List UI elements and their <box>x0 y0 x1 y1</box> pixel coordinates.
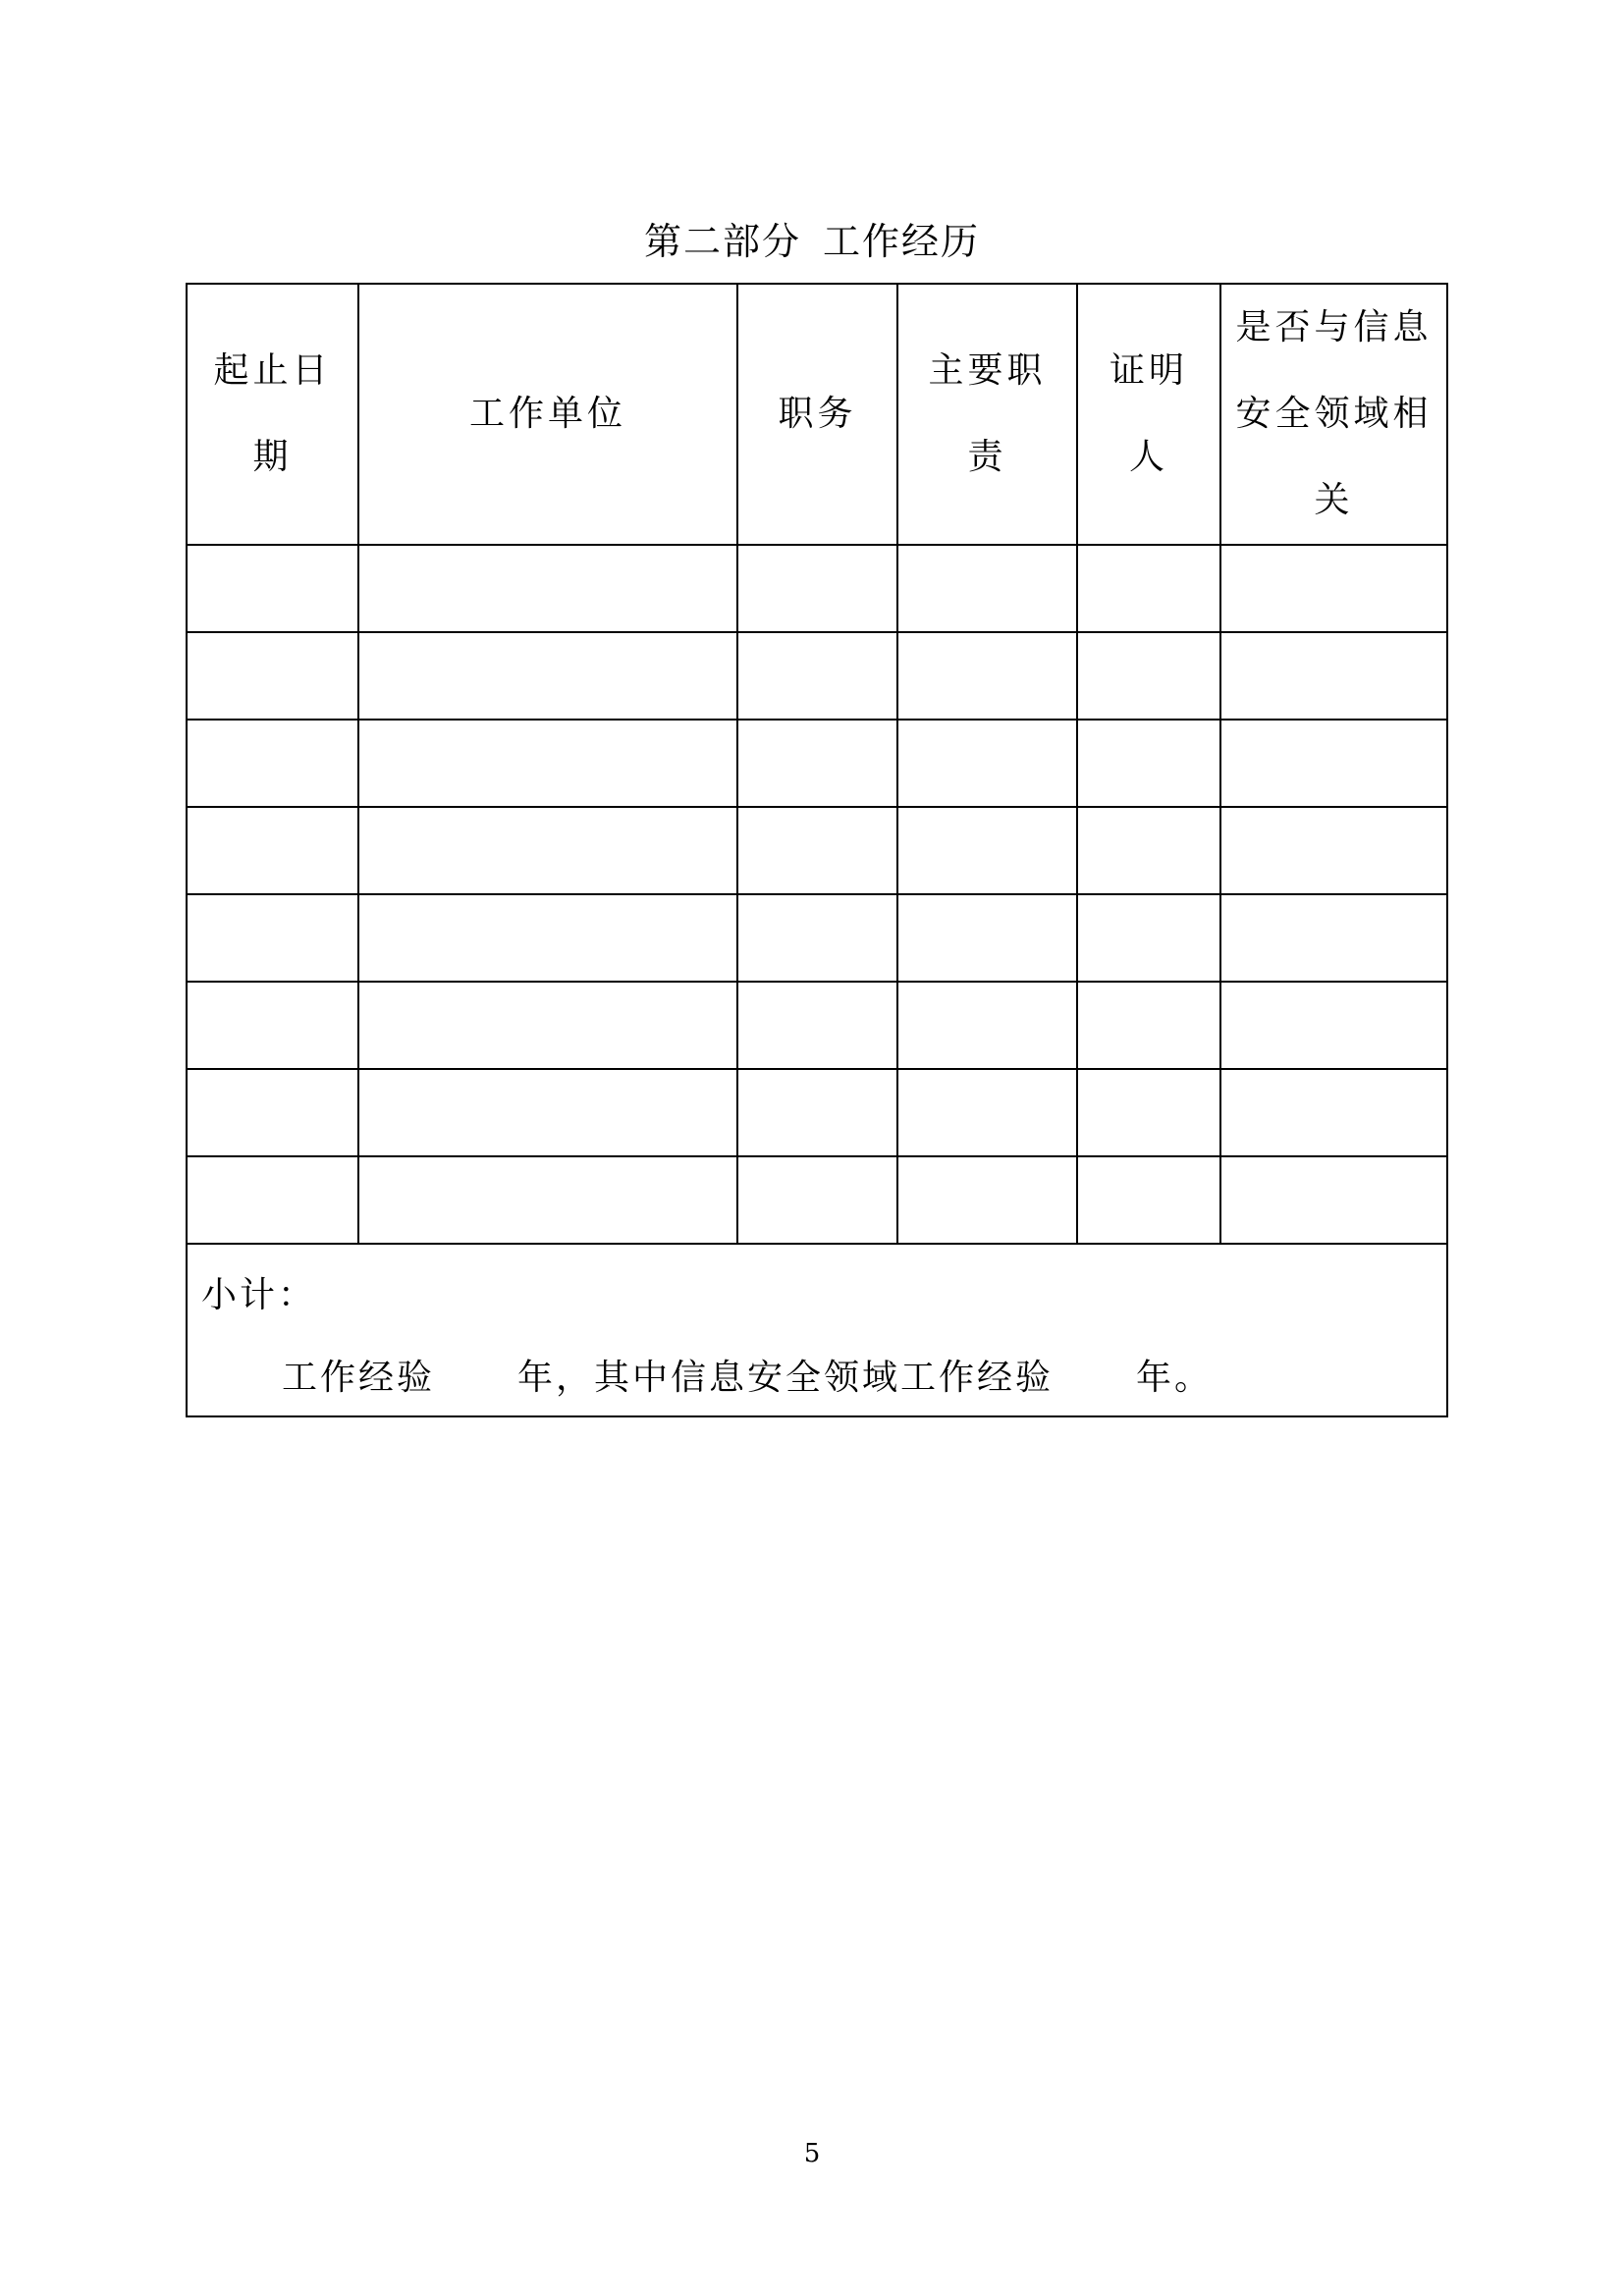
cell-date-range[interactable] <box>187 545 358 632</box>
cell-employer[interactable] <box>358 894 737 982</box>
summary-cell <box>187 1244 1447 1416</box>
cell-reference[interactable] <box>1077 807 1220 894</box>
table-row <box>187 807 1447 894</box>
cell-reference[interactable] <box>1077 1069 1220 1156</box>
summary-row <box>187 1244 1447 1416</box>
cell-date-range[interactable] <box>187 1156 358 1244</box>
section-part-label: 第二部分 <box>643 220 801 263</box>
summary-text-infosec-experience: 年，其中信息安全领域工作经验 <box>517 1358 1055 1398</box>
cell-main-duties[interactable] <box>897 545 1077 632</box>
cell-main-duties[interactable] <box>897 1156 1077 1244</box>
cell-position[interactable] <box>737 545 897 632</box>
cell-date-range[interactable] <box>187 982 358 1069</box>
cell-reference[interactable] <box>1077 894 1220 982</box>
cell-reference[interactable] <box>1077 1156 1220 1244</box>
work-experience-table <box>186 283 1448 1417</box>
cell-reference[interactable] <box>1077 720 1220 807</box>
cell-employer[interactable] <box>358 632 737 720</box>
cell-reference[interactable] <box>1077 545 1220 632</box>
table-header-row <box>187 284 1447 545</box>
table-row <box>187 1156 1447 1244</box>
cell-employer[interactable] <box>358 1156 737 1244</box>
cell-main-duties[interactable] <box>897 894 1077 982</box>
cell-main-duties[interactable] <box>897 982 1077 1069</box>
cell-infosec-related[interactable] <box>1220 632 1447 720</box>
cell-employer[interactable] <box>358 545 737 632</box>
cell-employer[interactable] <box>358 720 737 807</box>
header-main-duties: 主要职责 <box>897 284 1077 545</box>
header-infosec-related: 是否与信息安全领域相关 <box>1220 284 1447 545</box>
cell-main-duties[interactable] <box>897 1069 1077 1156</box>
cell-position[interactable] <box>737 720 897 807</box>
header-position: 职务 <box>737 284 897 545</box>
cell-infosec-related[interactable] <box>1220 1069 1447 1156</box>
cell-infosec-related[interactable] <box>1220 545 1447 632</box>
cell-date-range[interactable] <box>187 807 358 894</box>
cell-employer[interactable] <box>358 982 737 1069</box>
cell-date-range[interactable] <box>187 1069 358 1156</box>
cell-main-duties[interactable] <box>897 720 1077 807</box>
section-name: 工作经历 <box>823 220 981 263</box>
cell-date-range[interactable] <box>187 632 358 720</box>
table-row <box>187 894 1447 982</box>
summary-text-work-experience: 工作经验 <box>282 1358 436 1398</box>
cell-infosec-related[interactable] <box>1220 894 1447 982</box>
cell-main-duties[interactable] <box>897 632 1077 720</box>
cell-infosec-related[interactable] <box>1220 982 1447 1069</box>
cell-position[interactable] <box>737 982 897 1069</box>
cell-infosec-related[interactable] <box>1220 1156 1447 1244</box>
table-row <box>187 720 1447 807</box>
cell-infosec-related[interactable] <box>1220 720 1447 807</box>
summary-text-end: 年。 <box>1136 1358 1214 1398</box>
cell-position[interactable] <box>737 1156 897 1244</box>
cell-position[interactable] <box>737 1069 897 1156</box>
cell-main-duties[interactable] <box>897 807 1077 894</box>
table-row <box>187 545 1447 632</box>
cell-employer[interactable] <box>358 1069 737 1156</box>
cell-reference[interactable] <box>1077 632 1220 720</box>
table-row <box>187 1069 1447 1156</box>
table-row <box>187 982 1447 1069</box>
cell-date-range[interactable] <box>187 894 358 982</box>
cell-position[interactable] <box>737 894 897 982</box>
header-reference: 证明人 <box>1077 284 1220 545</box>
section-title <box>0 212 1624 271</box>
page-number: 5 <box>803 2139 821 2168</box>
summary-label: 小计： <box>201 1275 317 1315</box>
table-row <box>187 632 1447 720</box>
header-employer: 工作单位 <box>358 284 737 545</box>
cell-reference[interactable] <box>1077 982 1220 1069</box>
cell-position[interactable] <box>737 632 897 720</box>
cell-employer[interactable] <box>358 807 737 894</box>
cell-infosec-related[interactable] <box>1220 807 1447 894</box>
cell-position[interactable] <box>737 807 897 894</box>
header-date-range: 起止日期 <box>187 284 358 545</box>
cell-date-range[interactable] <box>187 720 358 807</box>
summary-text <box>282 1349 1446 1408</box>
